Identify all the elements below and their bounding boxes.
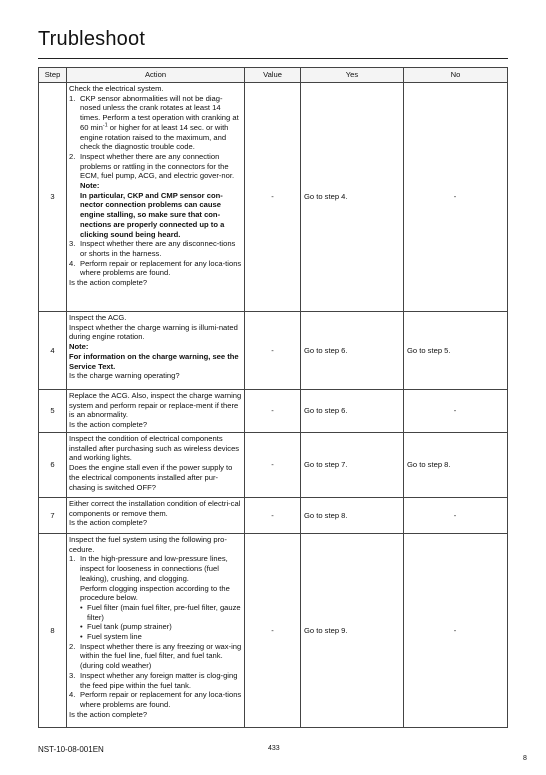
yes-cell: Go to step 4. bbox=[301, 83, 404, 312]
table-row bbox=[39, 433, 508, 498]
no-cell: Go to step 5. bbox=[404, 312, 508, 390]
list-item: 2. Inspect whether there is any freezing or wax-ing within the fuel line, fuel filter, and fuel tank. (during cold weather) bbox=[69, 641, 242, 671]
yes-cell: Go to step 8. bbox=[301, 498, 404, 534]
action-cell: Either correct the installation condition of electri-cal components or remove them. Is the action complete? bbox=[67, 498, 245, 534]
step-number: 4 bbox=[39, 312, 67, 390]
note-text: In particular, CKP and CMP sensor con-nector connection problems can cause engine stalling, so make sure that con-nections are properly connected up to a clicking sound being heard. bbox=[80, 190, 225, 239]
header-yes: Yes bbox=[301, 68, 404, 83]
note-text: For information on the charge warning, see the Service Text. bbox=[69, 351, 239, 371]
step-number: 6 bbox=[39, 433, 67, 498]
action-question: Is the action complete? bbox=[69, 278, 148, 288]
table-header-row bbox=[39, 68, 508, 83]
step-number: 3 bbox=[39, 83, 67, 312]
list-item: 3. Inspect whether any foreign matter is clog-ging the feed pipe within the fuel tank. bbox=[69, 670, 238, 690]
table-row bbox=[39, 390, 508, 433]
table-row bbox=[39, 312, 508, 390]
list-item: 4. Perform repair or replacement for any loca-tions where problems are found. bbox=[69, 258, 242, 278]
bullet-item: • Fuel tank (pump strainer) bbox=[80, 622, 172, 632]
action-cell bbox=[67, 534, 245, 728]
troubleshoot-table bbox=[38, 67, 508, 728]
no-cell: - bbox=[404, 390, 508, 433]
yes-cell: Go to step 6. bbox=[301, 312, 404, 390]
title-rule bbox=[38, 58, 508, 59]
action-question: Is the charge warning operating? bbox=[69, 371, 180, 381]
action-intro: Inspect the fuel system using the following pro-cedure. bbox=[69, 535, 227, 554]
step-number: 5 bbox=[39, 390, 67, 433]
action-cell: Inspect the ACG. Inspect whether the charge warning is illumi-nated during engine rotation. Note: For information on the charge warning, see the Service Text. Is the charge warning operating? bbox=[67, 312, 245, 390]
page-title: Trubleshoot bbox=[38, 28, 146, 50]
header-no: No bbox=[404, 68, 508, 83]
action-intro: Check the electrical system. bbox=[69, 84, 164, 93]
list-item: 4. Perform repair or replacement for any loca-tions where problems are found. bbox=[69, 690, 242, 709]
note bbox=[69, 181, 242, 239]
bullet-item: • Fuel system line bbox=[80, 632, 142, 642]
corner-number: 8 bbox=[523, 755, 527, 762]
value-cell: - bbox=[245, 83, 301, 312]
value-cell: - bbox=[245, 534, 301, 728]
action-question: Is the action complete? bbox=[69, 420, 148, 430]
no-cell: - bbox=[404, 83, 508, 312]
table-row bbox=[39, 498, 508, 534]
yes-cell: Go to step 9. bbox=[301, 534, 404, 728]
value-cell: - bbox=[245, 433, 301, 498]
header-action: Action bbox=[67, 68, 245, 83]
value-cell: - bbox=[245, 498, 301, 534]
no-cell: - bbox=[404, 498, 508, 534]
action-question: Is the action complete? bbox=[69, 518, 148, 528]
note-label: Note: bbox=[69, 342, 89, 352]
yes-cell: Go to step 7. bbox=[301, 433, 404, 498]
step-number: 7 bbox=[39, 498, 67, 534]
table-row bbox=[39, 534, 508, 728]
list-item: 3. Inspect whether there are any disconnec-tions or shorts in the harness. bbox=[69, 239, 236, 258]
action-cell: Inspect the condition of electrical components installed after purchasing such as wireless devices and working lights. Does the engine stall even if the power supply to the electrical components installed after pur-chasing is switched OFF? bbox=[67, 433, 245, 498]
yes-cell: Go to step 6. bbox=[301, 390, 404, 433]
step-number: 8 bbox=[39, 534, 67, 728]
action-cell: Replace the ACG. Also, inspect the charge warning system and perform repair or replace-ment if there is an abnormality. Is the action complete? bbox=[67, 390, 245, 433]
value-cell: - bbox=[245, 390, 301, 433]
bullet-item: • Fuel filter (main fuel filter, pre-fuel filter, gauze filter) bbox=[80, 602, 241, 622]
list-item: 2. Inspect whether there are any connection problems or rattling in the connectors for the ECM, fuel pump, ACG, and electric gover-nor. bbox=[69, 151, 235, 181]
value-cell: - bbox=[245, 312, 301, 390]
list-item: 1. CKP sensor abnormalities will not be diag-nosed unless the crank rotates at least 14 times. Perform a test operation with cranking at 60 $\min^{-1}$ or higher for at least 14 sec. or with engine rotation raised to the maximum, and check the diagnostic trouble code. bbox=[69, 93, 239, 152]
document-code: NST-10-08-001EN bbox=[38, 745, 104, 754]
list-item: 1. In the high-pressure and low-pressure lines, inspect for looseness in connections (fuel leaking), crushing, and clogging. Perform clogging inspection according to the procedure below. bbox=[69, 554, 230, 603]
header-step: Step bbox=[39, 68, 67, 83]
page-number: 433 bbox=[268, 745, 280, 752]
header-value: Value bbox=[245, 68, 301, 83]
no-cell: - bbox=[404, 534, 508, 728]
action-question: Is the action complete? bbox=[69, 709, 148, 719]
table-row bbox=[39, 83, 508, 312]
action-cell bbox=[67, 83, 245, 312]
no-cell: Go to step 8. bbox=[404, 433, 508, 498]
note-label: Note: bbox=[80, 181, 100, 191]
action-question: Does the engine stall even if the power supply to the electrical components installed after pur-chasing is switched OFF? bbox=[69, 463, 233, 492]
